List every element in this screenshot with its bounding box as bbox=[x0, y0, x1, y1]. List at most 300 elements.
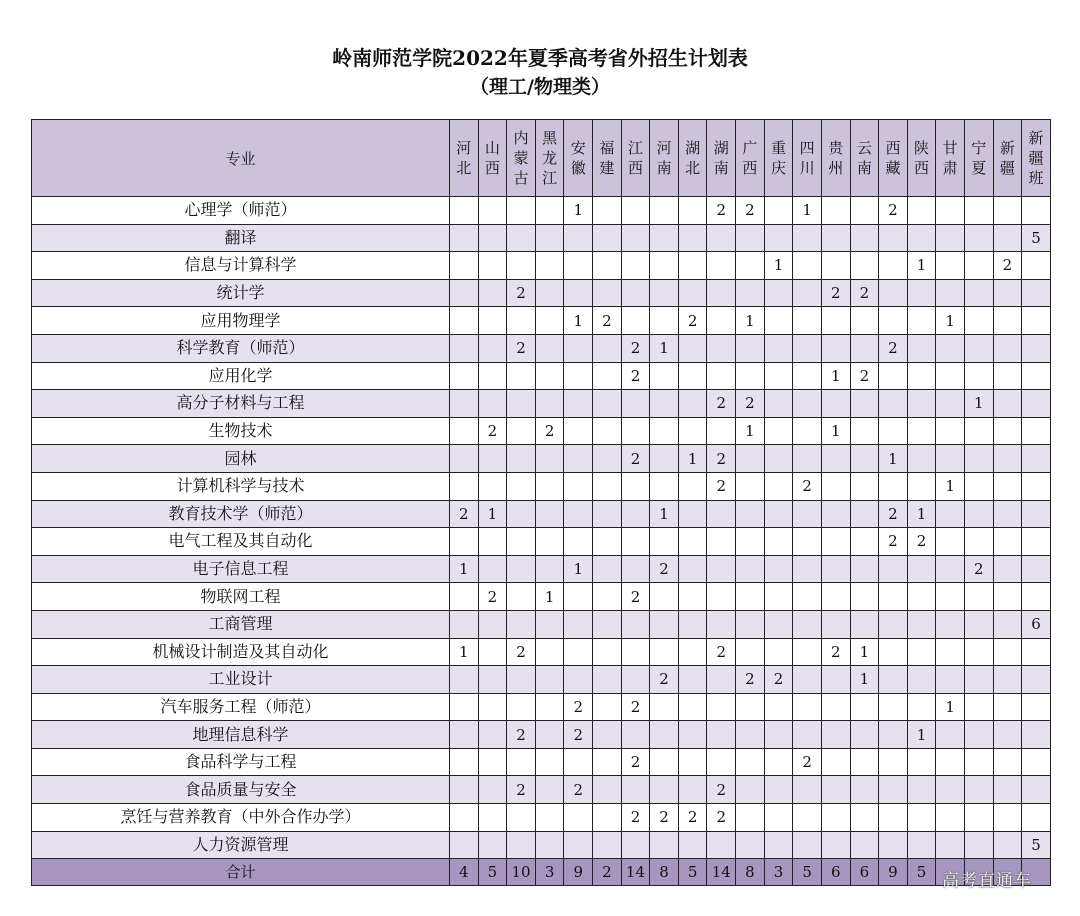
quota-cell bbox=[793, 362, 822, 390]
province-header: 山西 bbox=[478, 120, 507, 197]
total-cell: 3 bbox=[764, 859, 793, 886]
quota-cell: 1 bbox=[964, 390, 993, 418]
quota-cell bbox=[650, 583, 679, 611]
quota-cell bbox=[821, 445, 850, 473]
quota-cell bbox=[1022, 334, 1051, 362]
quota-cell bbox=[507, 804, 536, 832]
quota-cell bbox=[907, 693, 936, 721]
quota-cell bbox=[450, 804, 479, 832]
quota-cell bbox=[535, 610, 564, 638]
quota-cell bbox=[964, 197, 993, 225]
quota-cell bbox=[478, 693, 507, 721]
total-cell: 14 bbox=[621, 859, 650, 886]
quota-cell bbox=[993, 638, 1022, 666]
quota-cell bbox=[1022, 307, 1051, 335]
quota-cell bbox=[764, 831, 793, 859]
province-header: 内蒙古 bbox=[507, 120, 536, 197]
total-cell: 4 bbox=[450, 859, 479, 886]
quota-cell bbox=[764, 610, 793, 638]
quota-cell bbox=[764, 776, 793, 804]
quota-cell: 5 bbox=[1022, 831, 1051, 859]
quota-cell bbox=[821, 224, 850, 252]
quota-cell bbox=[993, 417, 1022, 445]
province-header: 安徽 bbox=[564, 120, 593, 197]
quota-cell bbox=[593, 390, 622, 418]
quota-cell bbox=[650, 472, 679, 500]
quota-cell bbox=[936, 390, 965, 418]
major-name-cell: 汽车服务工程（师范） bbox=[32, 693, 450, 721]
quota-cell bbox=[593, 252, 622, 280]
quota-cell bbox=[593, 334, 622, 362]
quota-cell bbox=[478, 224, 507, 252]
total-cell: 3 bbox=[535, 859, 564, 886]
quota-cell bbox=[821, 721, 850, 749]
quota-cell bbox=[736, 224, 765, 252]
total-cell: 5 bbox=[907, 859, 936, 886]
province-header: 陕西 bbox=[907, 120, 936, 197]
quota-cell bbox=[821, 307, 850, 335]
quota-cell: 1 bbox=[650, 334, 679, 362]
quota-cell bbox=[707, 362, 736, 390]
quota-cell bbox=[993, 307, 1022, 335]
quota-cell bbox=[793, 776, 822, 804]
quota-cell bbox=[1022, 804, 1051, 832]
table-row bbox=[32, 583, 1051, 611]
quota-cell: 1 bbox=[821, 417, 850, 445]
quota-cell bbox=[450, 334, 479, 362]
quota-cell bbox=[650, 445, 679, 473]
quota-cell bbox=[478, 445, 507, 473]
quota-cell bbox=[850, 417, 879, 445]
major-name-cell: 人力资源管理 bbox=[32, 831, 450, 859]
quota-cell: 1 bbox=[450, 555, 479, 583]
quota-cell bbox=[564, 224, 593, 252]
quota-cell: 1 bbox=[907, 500, 936, 528]
major-name-cell: 机械设计制造及其自动化 bbox=[32, 638, 450, 666]
quota-cell bbox=[1022, 472, 1051, 500]
quota-cell: 2 bbox=[764, 666, 793, 694]
province-header: 湖北 bbox=[678, 120, 707, 197]
quota-cell bbox=[450, 776, 479, 804]
quota-cell bbox=[450, 693, 479, 721]
major-name-cell: 统计学 bbox=[32, 279, 450, 307]
quota-cell bbox=[850, 721, 879, 749]
quota-cell bbox=[879, 776, 908, 804]
quota-cell bbox=[821, 583, 850, 611]
quota-cell bbox=[850, 583, 879, 611]
quota-cell: 2 bbox=[507, 279, 536, 307]
quota-cell bbox=[736, 362, 765, 390]
quota-cell bbox=[621, 390, 650, 418]
quota-cell: 2 bbox=[707, 472, 736, 500]
quota-cell bbox=[821, 500, 850, 528]
quota-cell: 2 bbox=[507, 638, 536, 666]
quota-cell bbox=[1022, 555, 1051, 583]
quota-cell bbox=[964, 610, 993, 638]
quota-cell bbox=[535, 472, 564, 500]
quota-cell bbox=[707, 555, 736, 583]
quota-cell bbox=[793, 583, 822, 611]
quota-cell bbox=[793, 500, 822, 528]
quota-cell bbox=[593, 804, 622, 832]
quota-cell bbox=[993, 721, 1022, 749]
quota-cell bbox=[478, 472, 507, 500]
quota-cell bbox=[964, 693, 993, 721]
quota-cell bbox=[936, 417, 965, 445]
quota-cell bbox=[478, 610, 507, 638]
quota-cell bbox=[621, 500, 650, 528]
quota-cell bbox=[450, 445, 479, 473]
quota-cell bbox=[821, 555, 850, 583]
quota-cell bbox=[850, 224, 879, 252]
quota-cell bbox=[1022, 666, 1051, 694]
quota-cell: 1 bbox=[936, 472, 965, 500]
quota-cell bbox=[936, 610, 965, 638]
quota-cell: 2 bbox=[650, 666, 679, 694]
quota-cell bbox=[535, 224, 564, 252]
quota-cell: 6 bbox=[1022, 610, 1051, 638]
quota-cell bbox=[764, 224, 793, 252]
table-row bbox=[32, 804, 1051, 832]
quota-cell bbox=[736, 693, 765, 721]
quota-cell: 2 bbox=[850, 362, 879, 390]
quota-cell: 1 bbox=[764, 252, 793, 280]
quota-cell bbox=[821, 472, 850, 500]
quota-cell bbox=[907, 831, 936, 859]
province-header: 甘肃 bbox=[936, 120, 965, 197]
quota-cell bbox=[707, 224, 736, 252]
quota-cell bbox=[564, 334, 593, 362]
quota-cell: 2 bbox=[564, 776, 593, 804]
quota-cell bbox=[478, 721, 507, 749]
quota-cell bbox=[564, 831, 593, 859]
quota-cell bbox=[793, 252, 822, 280]
quota-cell bbox=[964, 445, 993, 473]
quota-cell bbox=[793, 610, 822, 638]
quota-cell: 2 bbox=[650, 804, 679, 832]
quota-cell bbox=[1022, 638, 1051, 666]
quota-cell bbox=[564, 445, 593, 473]
table-row bbox=[32, 638, 1051, 666]
quota-cell bbox=[707, 334, 736, 362]
table-row bbox=[32, 279, 1051, 307]
quota-cell bbox=[879, 307, 908, 335]
major-name-cell: 高分子材料与工程 bbox=[32, 390, 450, 418]
quota-cell bbox=[764, 417, 793, 445]
quota-cell bbox=[907, 472, 936, 500]
quota-cell bbox=[850, 555, 879, 583]
quota-cell bbox=[564, 610, 593, 638]
quota-cell bbox=[879, 279, 908, 307]
quota-cell: 1 bbox=[907, 721, 936, 749]
quota-cell bbox=[993, 693, 1022, 721]
quota-cell bbox=[964, 748, 993, 776]
quota-cell bbox=[478, 334, 507, 362]
quota-cell bbox=[507, 362, 536, 390]
quota-cell bbox=[907, 804, 936, 832]
quota-cell bbox=[678, 528, 707, 556]
quota-cell bbox=[879, 417, 908, 445]
quota-cell bbox=[507, 693, 536, 721]
quota-cell bbox=[535, 638, 564, 666]
table-row bbox=[32, 610, 1051, 638]
quota-cell bbox=[450, 417, 479, 445]
quota-cell bbox=[678, 831, 707, 859]
total-cell: 6 bbox=[821, 859, 850, 886]
quota-cell bbox=[993, 583, 1022, 611]
quota-cell bbox=[879, 831, 908, 859]
quota-cell bbox=[764, 445, 793, 473]
quota-cell: 2 bbox=[450, 500, 479, 528]
quota-cell bbox=[821, 776, 850, 804]
quota-cell bbox=[821, 334, 850, 362]
quota-cell bbox=[593, 224, 622, 252]
quota-cell bbox=[821, 831, 850, 859]
quota-cell: 1 bbox=[907, 252, 936, 280]
quota-cell bbox=[736, 610, 765, 638]
quota-cell bbox=[993, 224, 1022, 252]
quota-cell bbox=[793, 528, 822, 556]
quota-cell bbox=[621, 610, 650, 638]
quota-cell bbox=[535, 776, 564, 804]
quota-cell bbox=[564, 500, 593, 528]
quota-cell bbox=[850, 500, 879, 528]
quota-cell bbox=[907, 334, 936, 362]
quota-cell bbox=[736, 831, 765, 859]
quota-cell bbox=[678, 224, 707, 252]
quota-cell bbox=[793, 831, 822, 859]
quota-cell bbox=[936, 804, 965, 832]
quota-cell bbox=[650, 776, 679, 804]
quota-cell bbox=[507, 197, 536, 225]
table-row bbox=[32, 666, 1051, 694]
quota-cell bbox=[507, 252, 536, 280]
major-name-cell: 园林 bbox=[32, 445, 450, 473]
quota-cell: 2 bbox=[621, 362, 650, 390]
quota-cell bbox=[621, 555, 650, 583]
quota-cell bbox=[507, 666, 536, 694]
quota-cell bbox=[478, 666, 507, 694]
quota-cell bbox=[1022, 390, 1051, 418]
quota-cell bbox=[593, 362, 622, 390]
quota-cell bbox=[821, 666, 850, 694]
quota-cell bbox=[450, 748, 479, 776]
quota-cell: 1 bbox=[936, 307, 965, 335]
quota-cell bbox=[1022, 500, 1051, 528]
quota-cell bbox=[879, 804, 908, 832]
quota-cell bbox=[564, 748, 593, 776]
major-name-cell: 翻译 bbox=[32, 224, 450, 252]
quota-cell bbox=[678, 610, 707, 638]
quota-cell bbox=[907, 445, 936, 473]
total-cell: 6 bbox=[850, 859, 879, 886]
total-cell bbox=[964, 859, 993, 886]
quota-cell bbox=[564, 666, 593, 694]
table-row bbox=[32, 417, 1051, 445]
page-title: 岭南师范学院2022年夏季高考省外招生计划表 bbox=[332, 46, 748, 70]
quota-cell bbox=[621, 831, 650, 859]
quota-cell: 2 bbox=[507, 721, 536, 749]
quota-cell bbox=[964, 721, 993, 749]
quota-cell bbox=[764, 197, 793, 225]
quota-cell bbox=[593, 197, 622, 225]
quota-cell bbox=[621, 472, 650, 500]
quota-cell: 2 bbox=[507, 334, 536, 362]
quota-cell: 2 bbox=[879, 500, 908, 528]
quota-cell bbox=[936, 776, 965, 804]
province-header: 江西 bbox=[621, 120, 650, 197]
quota-cell bbox=[678, 362, 707, 390]
quota-cell bbox=[764, 390, 793, 418]
quota-cell bbox=[650, 252, 679, 280]
quota-cell bbox=[507, 831, 536, 859]
quota-cell bbox=[1022, 528, 1051, 556]
quota-cell bbox=[478, 362, 507, 390]
major-name-cell: 应用物理学 bbox=[32, 307, 450, 335]
quota-cell bbox=[535, 279, 564, 307]
quota-cell bbox=[993, 528, 1022, 556]
quota-cell bbox=[621, 252, 650, 280]
major-name-cell: 应用化学 bbox=[32, 362, 450, 390]
quota-cell bbox=[1022, 445, 1051, 473]
quota-cell bbox=[593, 721, 622, 749]
quota-cell bbox=[535, 666, 564, 694]
quota-cell bbox=[850, 776, 879, 804]
quota-cell bbox=[764, 528, 793, 556]
quota-cell bbox=[936, 252, 965, 280]
quota-cell bbox=[764, 693, 793, 721]
quota-cell bbox=[564, 279, 593, 307]
quota-cell bbox=[564, 472, 593, 500]
quota-cell bbox=[936, 721, 965, 749]
quota-cell bbox=[593, 555, 622, 583]
quota-cell: 2 bbox=[821, 279, 850, 307]
quota-cell bbox=[621, 721, 650, 749]
province-header: 云南 bbox=[850, 120, 879, 197]
quota-cell bbox=[450, 197, 479, 225]
quota-cell: 2 bbox=[964, 555, 993, 583]
quota-cell bbox=[621, 197, 650, 225]
quota-cell: 2 bbox=[821, 638, 850, 666]
major-name-cell: 物联网工程 bbox=[32, 583, 450, 611]
quota-cell bbox=[964, 638, 993, 666]
quota-cell: 2 bbox=[593, 307, 622, 335]
quota-cell bbox=[593, 445, 622, 473]
quota-cell bbox=[593, 279, 622, 307]
quota-cell bbox=[564, 638, 593, 666]
quota-cell bbox=[507, 307, 536, 335]
quota-cell bbox=[793, 555, 822, 583]
quota-cell bbox=[1022, 279, 1051, 307]
quota-cell bbox=[821, 390, 850, 418]
quota-cell bbox=[821, 197, 850, 225]
quota-cell bbox=[564, 583, 593, 611]
quota-cell bbox=[678, 417, 707, 445]
quota-cell bbox=[850, 748, 879, 776]
quota-cell: 1 bbox=[850, 638, 879, 666]
quota-cell bbox=[535, 555, 564, 583]
quota-cell bbox=[993, 831, 1022, 859]
quota-cell bbox=[678, 197, 707, 225]
quota-cell bbox=[736, 583, 765, 611]
quota-cell bbox=[764, 307, 793, 335]
quota-cell bbox=[535, 500, 564, 528]
quota-cell bbox=[907, 776, 936, 804]
quota-cell bbox=[478, 279, 507, 307]
quota-cell bbox=[936, 362, 965, 390]
quota-cell bbox=[1022, 362, 1051, 390]
quota-cell bbox=[907, 555, 936, 583]
total-cell bbox=[936, 859, 965, 886]
quota-cell bbox=[564, 528, 593, 556]
quota-cell bbox=[678, 721, 707, 749]
quota-cell: 2 bbox=[478, 417, 507, 445]
total-cell: 14 bbox=[707, 859, 736, 886]
quota-cell bbox=[707, 279, 736, 307]
quota-cell bbox=[964, 252, 993, 280]
quota-cell bbox=[964, 528, 993, 556]
quota-cell bbox=[564, 417, 593, 445]
quota-cell: 2 bbox=[621, 748, 650, 776]
quota-cell bbox=[793, 279, 822, 307]
quota-cell bbox=[736, 776, 765, 804]
quota-cell bbox=[535, 197, 564, 225]
quota-cell bbox=[707, 748, 736, 776]
province-header: 黑龙江 bbox=[535, 120, 564, 197]
quota-cell bbox=[936, 500, 965, 528]
quota-cell bbox=[621, 666, 650, 694]
quota-cell bbox=[450, 279, 479, 307]
quota-cell bbox=[593, 693, 622, 721]
quota-cell bbox=[936, 638, 965, 666]
quota-cell bbox=[993, 279, 1022, 307]
quota-cell bbox=[879, 666, 908, 694]
quota-cell bbox=[593, 831, 622, 859]
quota-cell bbox=[793, 417, 822, 445]
major-name-cell: 科学教育（师范） bbox=[32, 334, 450, 362]
quota-cell: 1 bbox=[936, 693, 965, 721]
quota-cell bbox=[707, 528, 736, 556]
quota-cell bbox=[764, 362, 793, 390]
quota-cell bbox=[793, 445, 822, 473]
major-name-cell: 信息与计算科学 bbox=[32, 252, 450, 280]
quota-cell bbox=[478, 804, 507, 832]
quota-cell bbox=[907, 279, 936, 307]
quota-cell: 2 bbox=[507, 776, 536, 804]
enrollment-plan-table bbox=[31, 119, 1051, 886]
quota-cell bbox=[650, 721, 679, 749]
major-name-cell: 教育技术学（师范） bbox=[32, 500, 450, 528]
quota-cell: 2 bbox=[678, 804, 707, 832]
quota-cell bbox=[964, 224, 993, 252]
quota-cell: 1 bbox=[850, 666, 879, 694]
quota-cell bbox=[964, 307, 993, 335]
quota-cell: 2 bbox=[907, 528, 936, 556]
quota-cell bbox=[564, 390, 593, 418]
table-row bbox=[32, 362, 1051, 390]
quota-cell: 1 bbox=[793, 197, 822, 225]
quota-cell bbox=[535, 445, 564, 473]
quota-cell bbox=[879, 693, 908, 721]
quota-cell bbox=[450, 583, 479, 611]
quota-cell bbox=[936, 528, 965, 556]
quota-cell bbox=[736, 252, 765, 280]
quota-cell: 2 bbox=[793, 748, 822, 776]
quota-cell bbox=[621, 528, 650, 556]
quota-cell bbox=[507, 500, 536, 528]
quota-cell: 2 bbox=[707, 804, 736, 832]
quota-cell bbox=[593, 776, 622, 804]
